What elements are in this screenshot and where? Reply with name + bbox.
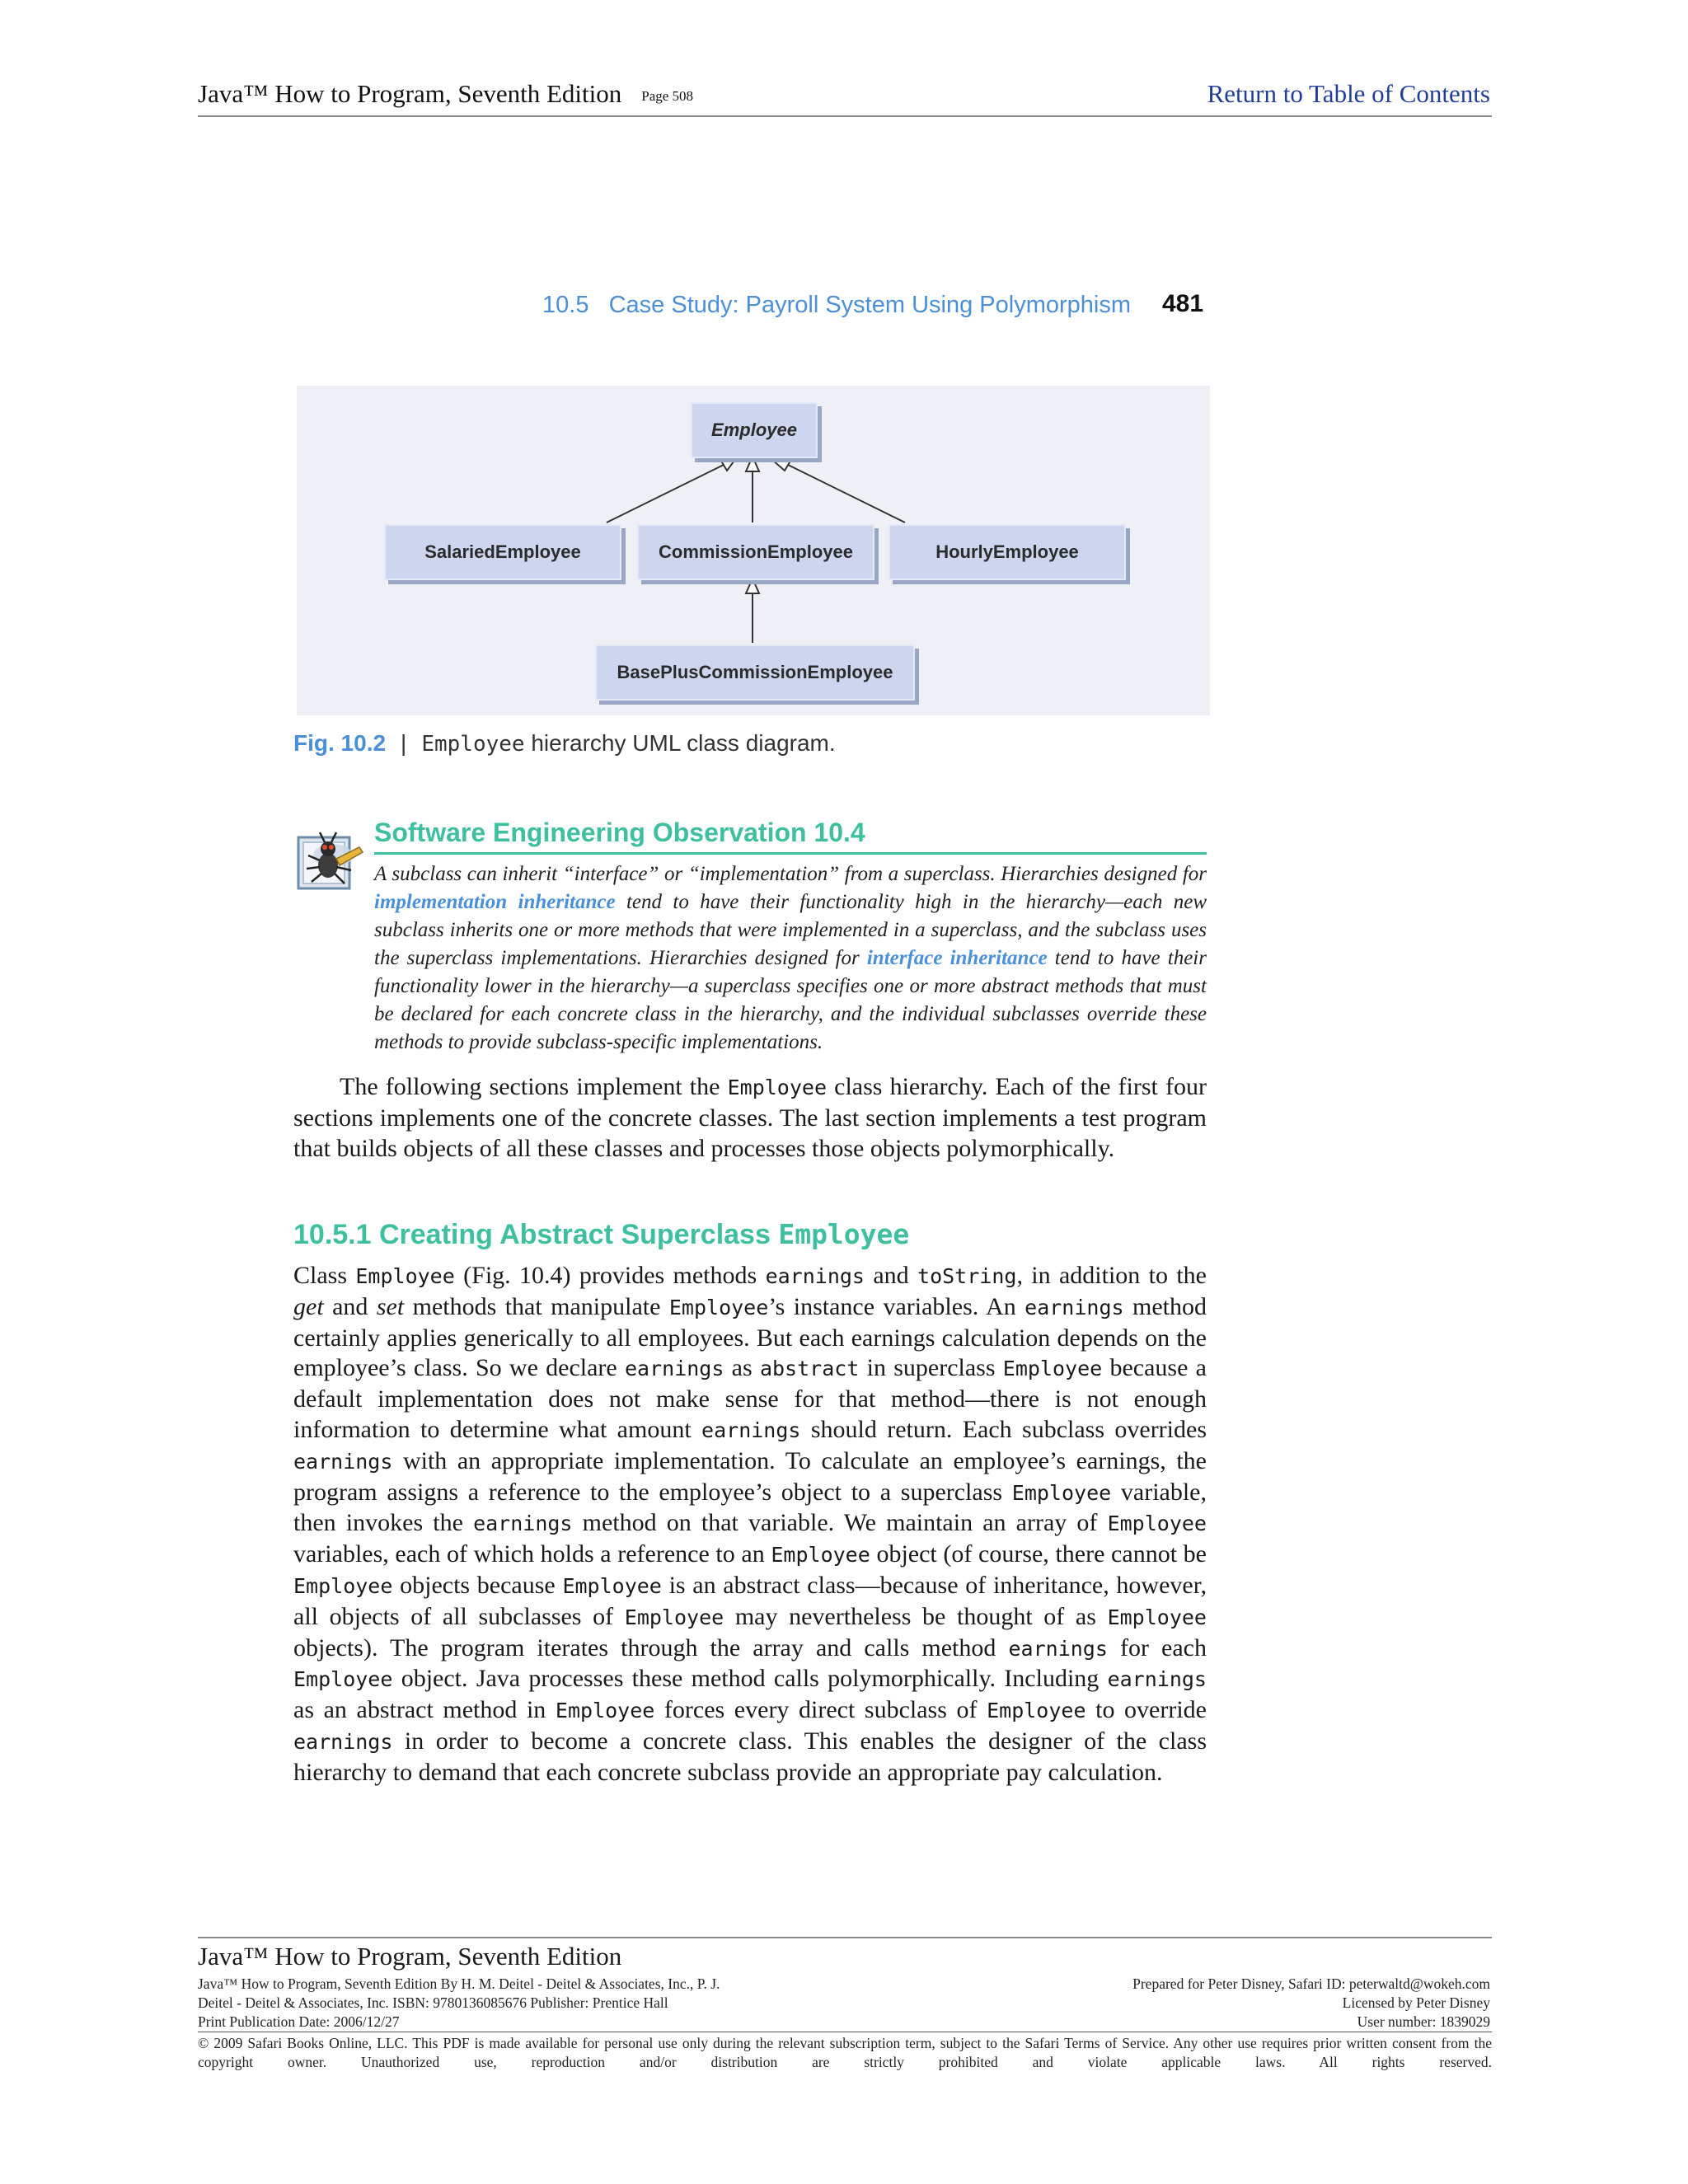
intro-paragraph	[293, 1071, 1207, 1164]
paragraph-text: in superclass	[859, 1354, 1003, 1382]
paragraph-text: variable, then invokes the	[293, 1478, 1207, 1537]
uml-class-employee: Employee	[691, 402, 818, 458]
footer-prepared-for: Prepared for Peter Disney, Safari ID: peterwaltd@wokeh.com	[1132, 1975, 1490, 1992]
inline-code: abstract	[759, 1357, 860, 1381]
observation-text: A subclass can inherit “interface” or “implementation” from a superclass. Hierarchies designed for	[374, 863, 1207, 885]
paragraph-text: should return. Each subclass overrides	[800, 1415, 1207, 1443]
caption-text: hierarchy UML class diagram.	[524, 730, 836, 756]
inline-code: earnings	[765, 1264, 865, 1288]
paragraph-text: The following sections implement the	[340, 1073, 728, 1100]
paragraph-text: as	[724, 1354, 760, 1382]
header-divider	[198, 115, 1492, 117]
paragraph-text: as an abstract method in	[293, 1696, 556, 1724]
footer-authors: Java™ How to Program, Seventh Edition By H. M. Deitel - Deitel & Associates, Inc., P. J.	[198, 1975, 720, 1992]
inline-code: Employee	[293, 1573, 393, 1598]
section-heading	[293, 1218, 909, 1251]
table-of-contents-link[interactable]: Return to Table of Contents	[1207, 79, 1490, 108]
book-title	[198, 79, 693, 109]
inline-code: Employee	[1107, 1605, 1207, 1629]
inline-code: Employee	[1002, 1357, 1103, 1381]
footer-publication-date: Print Publication Date: 2006/12/27	[198, 2013, 400, 2030]
software-engineering-bug-icon	[295, 823, 371, 898]
footer-book-title: Java™ How to Program, Seventh Edition	[198, 1942, 622, 1971]
footer-copyright: © 2009 Safari Books Online, LLC. This PDF is made available for personal use only during the relevant subscription term, subject to the Safari Terms of Service. Any other use requires prior written consent from the copyright owner. Unauthorized use, reproduction and/or distribution are strictly prohibited and violate applicable laws. All rights reserved.	[198, 2035, 1492, 2070]
figure-caption	[293, 730, 836, 757]
inline-code: toString	[917, 1264, 1017, 1288]
paragraph-text: may nevertheless be thought of as	[724, 1602, 1108, 1630]
implementation-inheritance-term: implementation inheritance	[374, 891, 616, 913]
observation-text: tend to have their functionality high in the hierarchy—each new subclass inherits one or more methods that were implemented in a superclass, and the subclass uses the superclass implementations. Hierarchies designed for	[374, 891, 1207, 969]
paragraph-text: in order to become a concrete class. This enables the designer of the class hierarchy to demand that each concrete subclass provide an appropriate pay calculation.	[293, 1727, 1207, 1786]
inline-code: earnings	[625, 1357, 724, 1381]
caption-separator: |	[401, 730, 407, 756]
hourly-inheritance-line	[786, 464, 905, 523]
page-reference: Page 508	[641, 87, 694, 104]
paragraph-text: and	[323, 1292, 377, 1320]
paragraph-text: methods that manipulate	[404, 1292, 669, 1320]
caption-code: Employee	[421, 732, 525, 757]
paragraph-text: objects because	[392, 1571, 563, 1599]
paragraph-text: because a default implementation does not make sense for that method—there is not enough information to determine what amount	[293, 1354, 1207, 1443]
inline-code: Employee	[1107, 1511, 1207, 1536]
uml-class-commission-employee: CommissionEmployee	[637, 524, 874, 580]
employee-class-paragraph	[293, 1261, 1207, 1788]
inline-code: Employee	[562, 1573, 662, 1598]
paragraph-text: method on that variable. We maintain an array of	[572, 1509, 1108, 1537]
footer-divider	[198, 1937, 1492, 1938]
inline-code: Employee	[1011, 1480, 1112, 1505]
uml-class-base-plus-commission-employee: BasePlusCommissionEmployee	[595, 644, 915, 701]
paragraph-text: (Fig. 10.4) provides methods	[454, 1262, 766, 1289]
inline-code: earnings	[1107, 1667, 1207, 1692]
uml-class-hourly-employee: HourlyEmployee	[889, 524, 1126, 580]
section-heading-text: 10.5.1 Creating Abstract Superclass	[293, 1219, 779, 1250]
paragraph-text: forces every direct subclass of	[654, 1696, 987, 1724]
observation-rule	[374, 852, 1207, 855]
paragraph-text: for each	[1107, 1633, 1207, 1661]
uml-class-salaried-employee: SalariedEmployee	[384, 524, 621, 580]
interface-inheritance-term: interface inheritance	[866, 947, 1048, 969]
inline-code: Employee	[987, 1699, 1086, 1723]
inheritance-arrowhead	[746, 579, 759, 593]
inline-code: Employee	[293, 1667, 393, 1692]
paragraph-text: object. Java processes these method calls polymorphically. Including	[392, 1665, 1108, 1693]
inline-code: earnings	[701, 1418, 801, 1442]
inline-code: Employee	[555, 1699, 655, 1723]
book-page-number: 481	[1162, 290, 1204, 317]
paragraph-text: with an appropriate implementation. To calculate an employee’s earnings, the program assigns a reference to the employee’s object to a superclass	[293, 1446, 1207, 1506]
inline-code: earnings	[1008, 1636, 1108, 1661]
paragraph-text: Class	[293, 1262, 356, 1289]
paragraph-text: class hierarchy. Each of the first four sections implements one of the concrete classes. The last section implements a test program that builds objects of all these classes and processes those objects polymorphically.	[293, 1073, 1207, 1162]
footer-license: Licensed by Peter Disney	[1342, 1994, 1490, 2011]
inline-code: earnings	[473, 1511, 573, 1536]
paragraph-text: is an abstract class—because of inheritance, however, all objects of all subclasses of	[293, 1571, 1207, 1630]
observation-body	[374, 860, 1207, 1057]
emphasized-term: set	[376, 1292, 405, 1320]
inline-code: Employee	[771, 1543, 870, 1568]
paragraph-text: , in addition to the	[1016, 1262, 1207, 1289]
observation-text: tend to have their functionality lower in the hierarchy—a superclass specifies one or more abstract methods that must be declared for each concrete class in the hierarchy, and the individual subclasses override these methods to provide subclass-specific implementations.	[374, 947, 1207, 1053]
salaried-inheritance-line	[607, 464, 725, 523]
inline-code: earnings	[1025, 1295, 1124, 1319]
inline-code: Employee	[355, 1264, 455, 1288]
paragraph-text: to override	[1085, 1696, 1207, 1724]
paragraph-text: method certainly applies generically to all employees. But each earnings calculation depends on the employee’s class. So we declare	[293, 1292, 1207, 1382]
footer-isbn: Deitel - Deitel & Associates, Inc. ISBN: 9780136085676 Publisher: Prentice Hall	[198, 1994, 668, 2011]
inline-code: Employee	[727, 1076, 828, 1099]
inline-code: earnings	[293, 1729, 393, 1754]
paragraph-text: objects). The program iterates through the array and calls method	[293, 1633, 1009, 1661]
inline-code: earnings	[293, 1449, 393, 1474]
paragraph-text: object (of course, there cannot be	[870, 1540, 1207, 1568]
book-title-text: Java™ How to Program, Seventh Edition	[198, 79, 622, 108]
paragraph-text: variables, each of which holds a reference to an	[293, 1540, 771, 1568]
paragraph-text: ’s instance variables. An	[768, 1292, 1025, 1320]
section-heading-code: Employee	[778, 1218, 910, 1250]
emphasized-term: get	[293, 1292, 324, 1320]
figure-label: Fig. 10.2	[293, 730, 387, 756]
footer-user-number: User number: 1839029	[1357, 2013, 1490, 2030]
inline-code: Employee	[624, 1605, 724, 1629]
inheritance-arrowhead	[746, 457, 759, 471]
inline-code: Employee	[668, 1295, 769, 1319]
observation-title: Software Engineering Observation 10.4	[374, 818, 865, 847]
running-head: 10.5 Case Study: Payroll System Using Polymorphism	[542, 292, 1131, 318]
paragraph-text: and	[864, 1262, 918, 1289]
